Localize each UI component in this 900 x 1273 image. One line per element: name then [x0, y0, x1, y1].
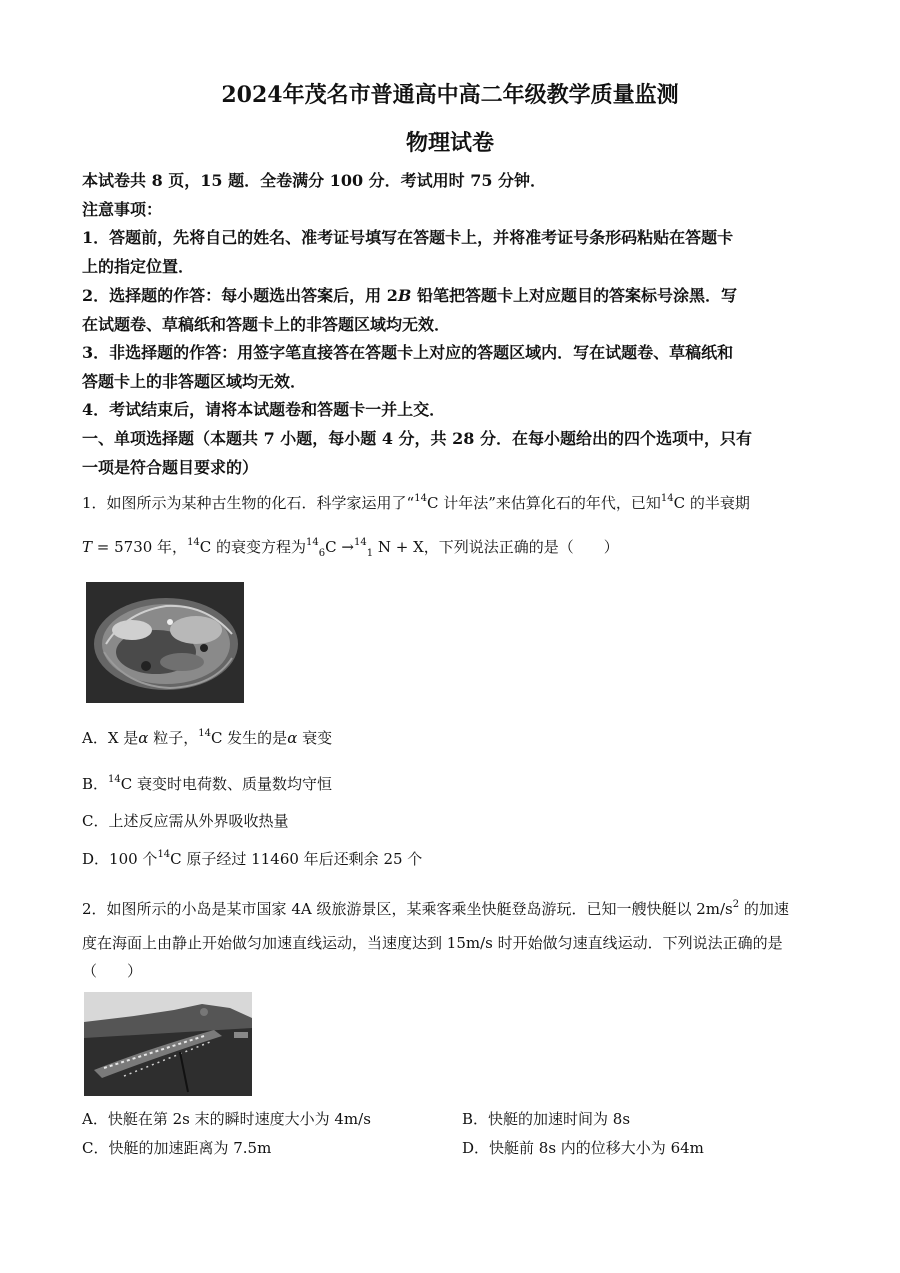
q1-stem-line1	[82, 492, 822, 513]
q1-option-d-text: D．100 个	[82, 850, 158, 868]
q1-mass-number: 14	[414, 493, 427, 504]
notice-item-3-cont: 答题卡上的非答题区域均无效．	[82, 372, 307, 391]
notice-item-4: 4．考试结束后，请将本试题卷和答题卡一并上交．	[82, 400, 446, 419]
alpha-symbol: α	[287, 729, 298, 747]
q1-option-b-text: C 衰变时电荷数、质量数均守恒	[120, 775, 333, 793]
notice-item-1-cont: 上的指定位置．	[82, 257, 195, 276]
section-heading: 一、单项选择题（本题共 7 小题，每小题 4 分，共 28 分．在每小题给出的四个选项中，只有	[82, 429, 752, 448]
q2-option-a: A．快艇在第 2s 末的瞬时速度大小为 4m/s	[82, 1110, 371, 1128]
q2-stem-line3: （ ）	[82, 962, 143, 980]
notice-item-2-cont: 在试题卷、草稿纸和答题卡上的非答题区域均无效．	[82, 315, 451, 334]
q2-text-b: 的加速	[739, 900, 789, 918]
fossil-image	[86, 582, 244, 703]
q1-stem-line2	[82, 536, 822, 557]
q1-option-b	[82, 773, 332, 794]
q1-option-b-text: B．	[82, 775, 109, 793]
q1-mass-number: 14	[108, 774, 121, 785]
exam-summary: 本试卷共 8 页，15 题．全卷满分 100 分．考试用时 75 分钟．	[82, 171, 547, 190]
q1-option-a-text: A．X 是	[82, 729, 139, 747]
q2-text-a: 2．如图所示的小岛是某市国家 4A 级旅游景区，某乘客乘坐快艇登岛游玩．已知一艘快艇以 2m/s	[82, 900, 733, 918]
q1-atomic-number: 6	[318, 548, 326, 559]
notice-item-2-text-b: 铅笔把答题卡上对应题目的答案标号涂黑．写	[411, 286, 737, 305]
notice-item-2-text-a: 2．选择题的作答：每小题选出答案后，用 2	[82, 286, 398, 305]
section-heading-cont: 一项是符合题目要求的）	[82, 458, 259, 477]
q1-mass-number: 14	[198, 728, 211, 739]
q2-option-c: C．快艇的加速距离为 7.5m	[82, 1139, 272, 1157]
q1-option-d-text: C 原子经过 11460 年后还剩余 25 个	[170, 850, 423, 868]
alpha-symbol: α	[138, 729, 149, 747]
q1-mass-number: 14	[157, 849, 171, 860]
q1-text-a: 1．如图所示为某种古生物的化石．科学家运用了“	[82, 494, 415, 512]
q1-mass-number: 14	[187, 537, 200, 548]
q2-exponent: 2	[732, 899, 740, 910]
q2-stem-line2: 度在海面上由静止开始做匀加速直线运动，当速度达到 15m/s 时开始做匀速直线运动．下列说法正确的是	[82, 934, 783, 952]
q1-text-carbon-arrow: C →	[325, 538, 354, 556]
q1-text-equation-intro: C 的衰变方程为	[199, 538, 307, 556]
notice-item-1: 1．答题前，先将自己的姓名、准考证号填写在答题卡上，并将准考证号条形码粘贴在答题卡	[82, 228, 734, 247]
q1-option-a-text: 衰变	[297, 729, 333, 747]
q1-option-a-text: 粒子，	[148, 729, 199, 747]
q1-text-b: C 计年法”来估算化石的年代，已知	[426, 494, 661, 512]
notice-item-2-pencil-b: B	[397, 286, 412, 305]
q2-option-b: B．快艇的加速时间为 8s	[462, 1110, 631, 1128]
q1-text-end: N + X，下列说法正确的是（ ）	[373, 538, 619, 556]
q1-mass-number: 14	[353, 537, 367, 548]
q1-mass-number: 14	[306, 537, 319, 548]
notice-item-2	[82, 283, 822, 306]
q2-stem-line1	[82, 898, 822, 919]
q1-text-halflife: = 5730 年，	[92, 538, 188, 556]
q1-option-a	[82, 727, 332, 748]
notice-label: 注意事项：	[82, 200, 163, 219]
q1-atomic-number: 1	[366, 548, 374, 559]
q1-option-d	[82, 848, 422, 869]
q1-mass-number: 14	[660, 493, 674, 504]
q2-option-d: D．快艇前 8s 内的位移大小为 64m	[462, 1139, 704, 1157]
q1-option-c: C．上述反应需从外界吸收热量	[82, 812, 289, 830]
q1-symbol-T: T	[82, 538, 93, 556]
notice-item-3: 3．非选择题的作答：用签字笔直接答在答题卡上对应的答题区域内．写在试题卷、草稿纸和	[82, 343, 734, 362]
island-image	[84, 992, 252, 1096]
q1-option-a-text: C 发生的是	[210, 729, 288, 747]
exam-subtitle: 物理试卷	[405, 130, 494, 156]
exam-title: 2024年茂名市普通高中高二年级教学质量监测	[221, 82, 679, 108]
q1-text-c: C 的半衰期	[673, 494, 750, 512]
